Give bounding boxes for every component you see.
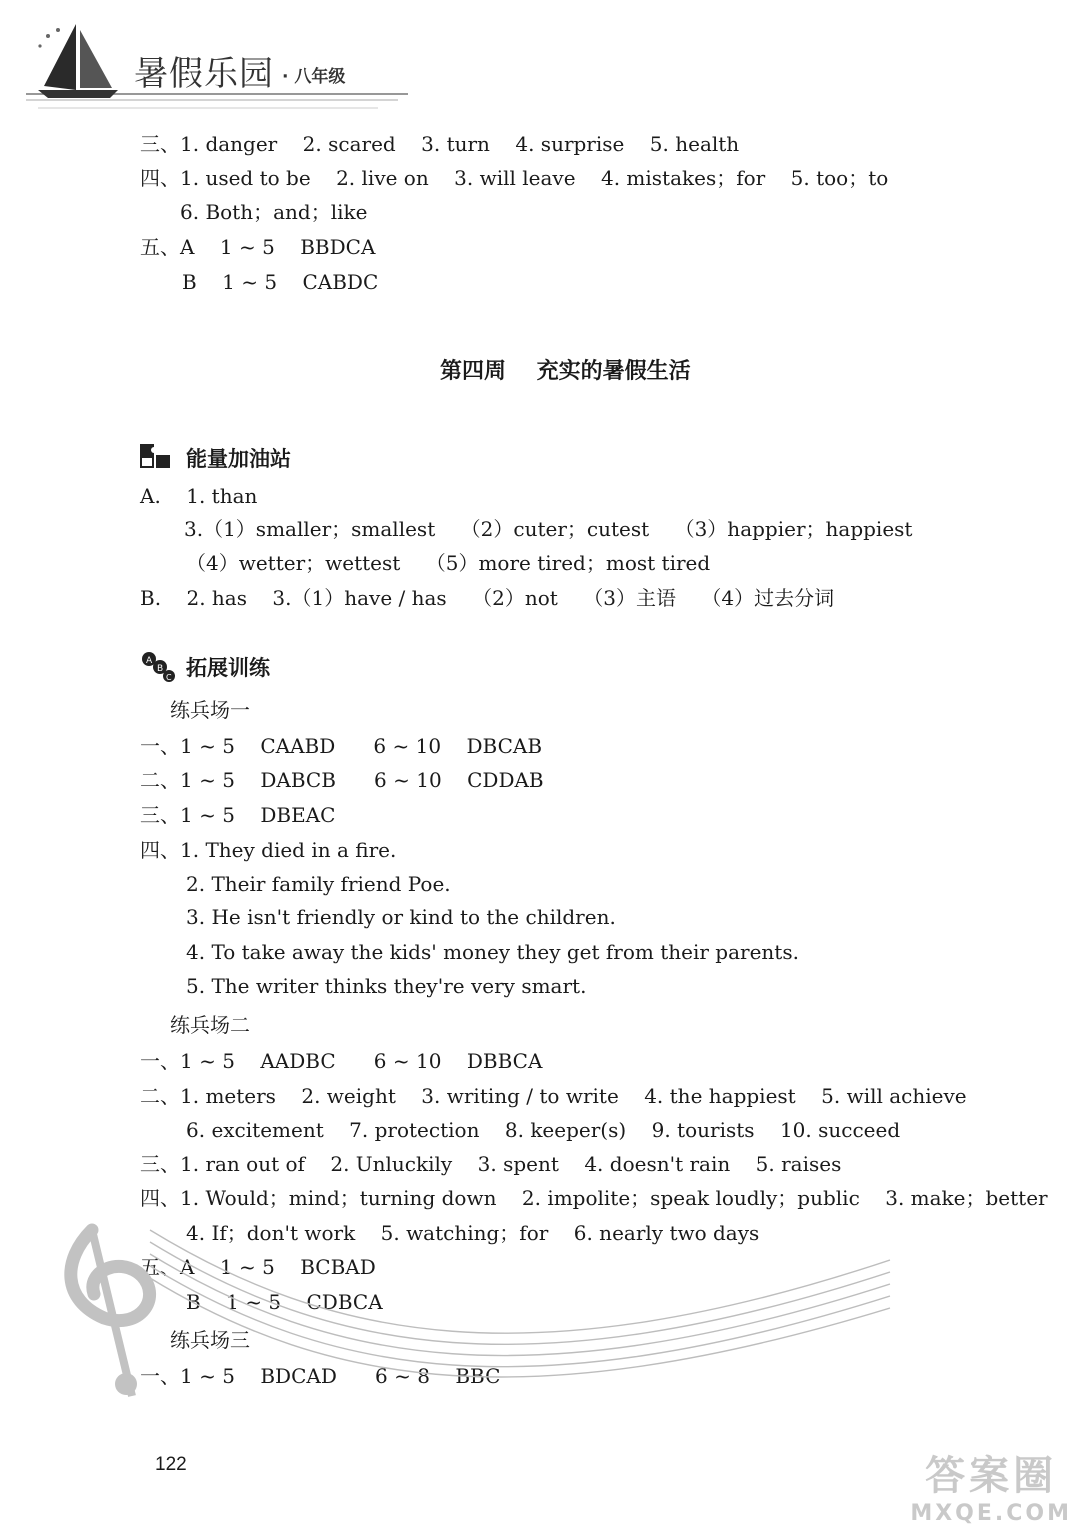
answer-line: 一、1 ~ 5 AADBC 6 ~ 10 DBBCA bbox=[140, 1049, 543, 1073]
practice-label: 练兵场三 bbox=[170, 1328, 250, 1352]
answer-line: B 1 ~ 5 CABDC bbox=[182, 270, 379, 294]
answer-line: 5. The writer thinks they're very smart. bbox=[186, 974, 587, 998]
answer-line: 四、1. used to be 2. live on 3. will leave 4. mistakes；for 5. too；to bbox=[140, 166, 889, 190]
section-title: 第四周 充实的暑假生活 bbox=[440, 359, 691, 384]
energy-line: （4）wetter；wettest （5）more tired；most tired bbox=[186, 551, 711, 575]
energy-line: 3.（1）smaller；smallest （2）cuter；cutest （3）happier；happiest bbox=[184, 517, 913, 541]
abc-icon bbox=[140, 650, 176, 684]
practice-label: 练兵场二 bbox=[170, 1013, 250, 1037]
answer-line: 4. To take away the kids' money they get from their parents. bbox=[186, 940, 799, 964]
answer-line: 五、A 1 ~ 5 BCBAD bbox=[140, 1255, 376, 1279]
answer-line: 二、1 ~ 5 DABCB 6 ~ 10 CDDAB bbox=[140, 768, 544, 792]
answer-line: 三、1. danger 2. scared 3. turn 4. surprise 5. health bbox=[140, 132, 740, 156]
answer-line: 三、1 ~ 5 DBEAC bbox=[140, 803, 336, 827]
answer-line: 一、1 ~ 5 CAABD 6 ~ 10 DBCAB bbox=[140, 734, 543, 758]
page-number: 122 bbox=[155, 1454, 187, 1475]
treble-clef-icon bbox=[30, 1190, 910, 1420]
answer-line: 6. excitement 7. protection 8. keeper(s) 9. tourists 10. succeed bbox=[186, 1118, 901, 1142]
svg-text:C: C bbox=[166, 673, 172, 682]
svg-text:B: B bbox=[157, 664, 164, 674]
watermark-logo: 答案圈 bbox=[925, 1453, 1058, 1499]
answer-line: 四、1. They died in a fire. bbox=[140, 838, 397, 862]
puzzle-icon bbox=[138, 441, 172, 471]
watermark bbox=[910, 1444, 1072, 1526]
answer-line: 2. Their family friend Poe. bbox=[186, 872, 451, 896]
answer-line: 一、1 ~ 5 BDCAD 6 ~ 8 BBC bbox=[140, 1364, 501, 1388]
answer-line: B 1 ~ 5 CDBCA bbox=[186, 1290, 383, 1314]
watermark-domain: MXQE.COM bbox=[910, 1501, 1072, 1526]
energy-line: B. 2. has 3.（1）have / has （2）not （3）主语 （4）过去分词 bbox=[140, 586, 835, 610]
energy-heading: 能量加油站 bbox=[186, 447, 291, 471]
training-heading: 拓展训练 bbox=[186, 656, 270, 680]
answer-line: 二、1. meters 2. weight 3. writing / to write 4. the happiest 5. will achieve bbox=[140, 1084, 967, 1108]
practice-label: 练兵场一 bbox=[170, 698, 250, 722]
answer-line: 三、1. ran out of 2. Unluckily 3. spent 4. doesn't rain 5. raises bbox=[140, 1152, 842, 1176]
answer-line: 四、1. Would；mind；turning down 2. impolite；speak loudly；public 3. make；better bbox=[140, 1186, 1048, 1210]
header-subtitle: · 八年级 bbox=[282, 67, 346, 87]
answer-line: 3. He isn't friendly or kind to the children. bbox=[186, 905, 616, 929]
svg-text:A: A bbox=[146, 656, 153, 666]
answer-line: 6. Both；and；like bbox=[180, 200, 368, 224]
energy-line: A. 1. than bbox=[140, 484, 258, 508]
answer-line: 4. If；don't work 5. watching；for 6. nearly two days bbox=[186, 1221, 760, 1245]
header-title: 暑假乐园 bbox=[134, 54, 274, 94]
answer-line: 五、A 1 ~ 5 BBDCA bbox=[140, 235, 376, 259]
